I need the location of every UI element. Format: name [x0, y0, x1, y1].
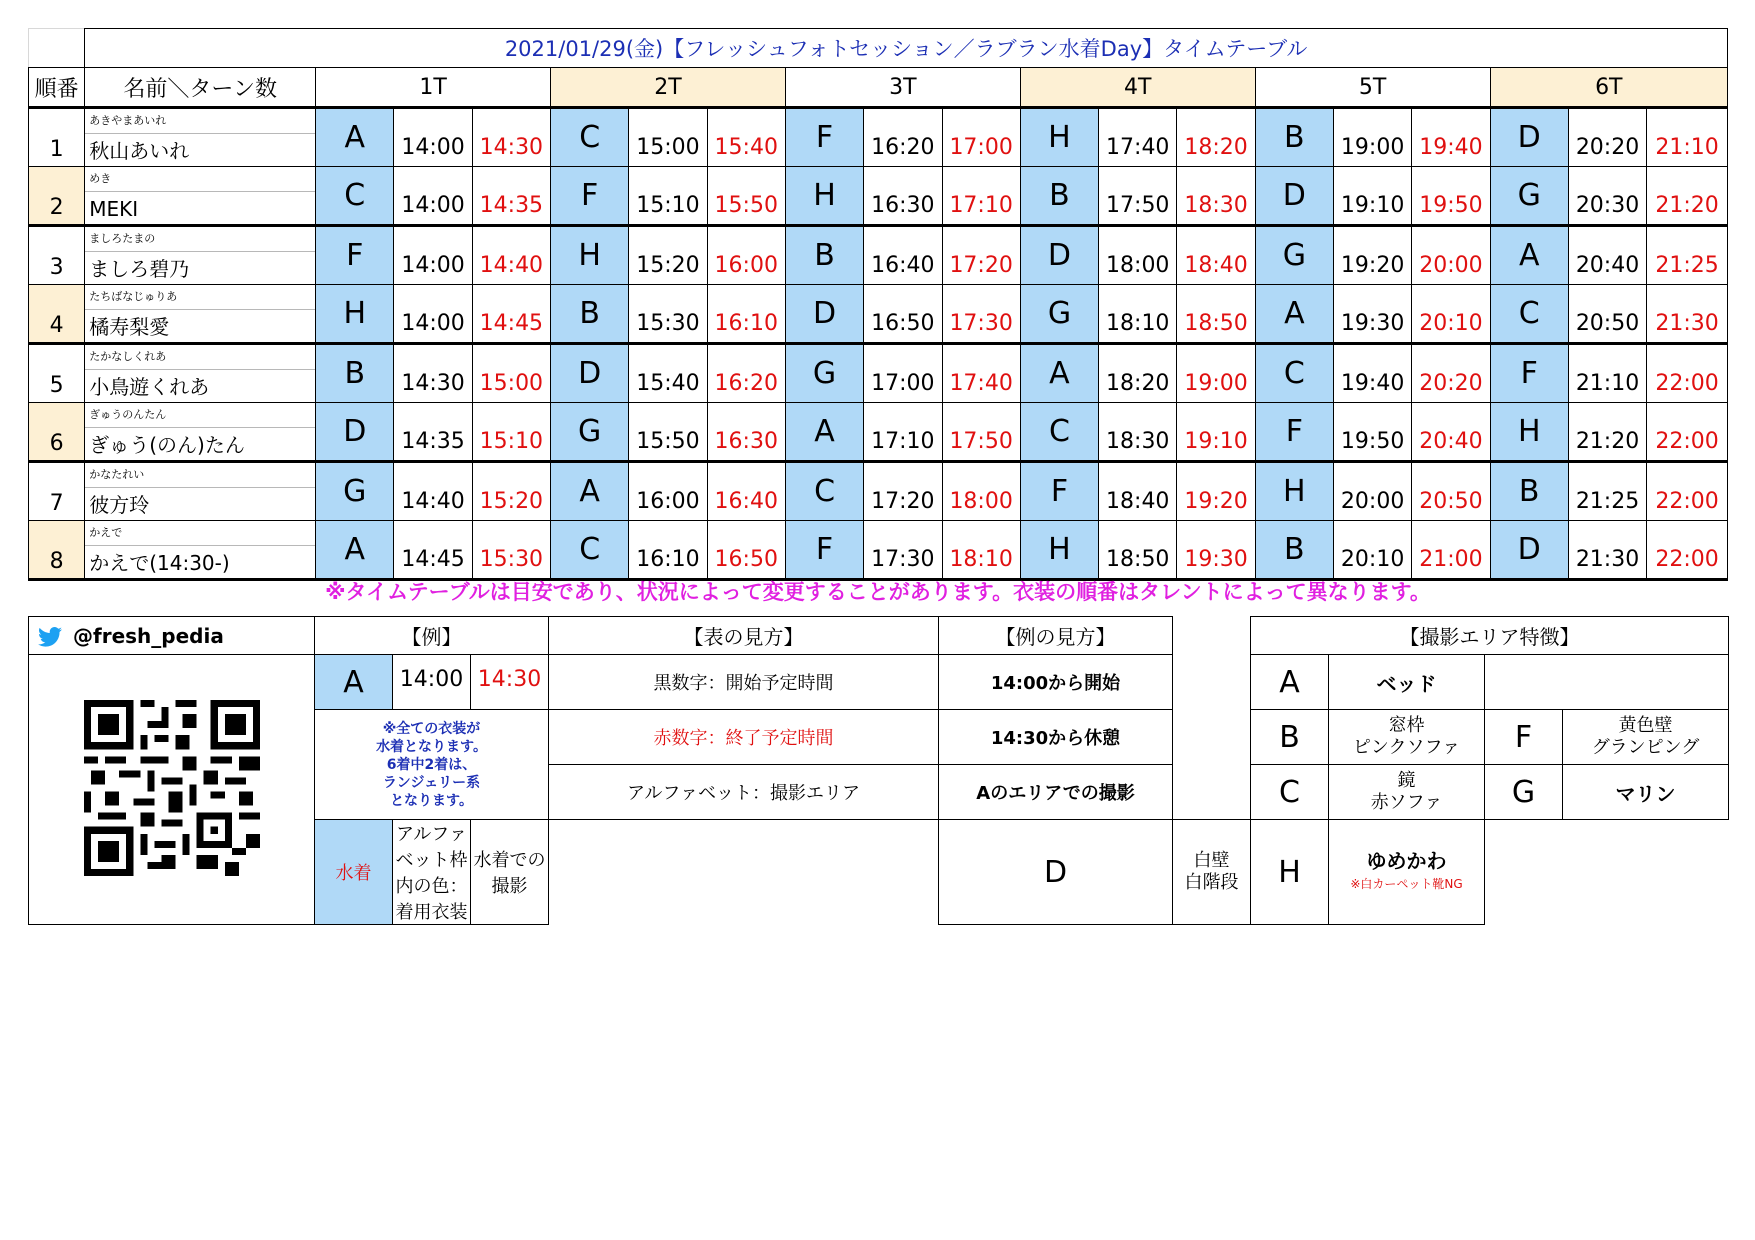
notice-text: ※タイムテーブルは目安であり、状況によって変更することがあります。衣装の順番はタレントによって異なります。: [325, 580, 1431, 604]
start-time: 19:00: [1333, 108, 1411, 167]
end-time: 17:50: [942, 403, 1020, 462]
area-desc-a: ベッド: [1329, 655, 1485, 710]
end-time: 18:30: [1177, 167, 1255, 226]
turn-header-3: 3T: [785, 68, 1020, 108]
area-letter: D: [1490, 108, 1568, 167]
area-letter: D: [316, 403, 394, 462]
start-time: 15:30: [629, 285, 707, 344]
example-read-start: 14:00から開始: [939, 655, 1173, 710]
start-time: 15:50: [629, 403, 707, 462]
row-number: 4: [29, 285, 85, 344]
area-letter: H: [551, 226, 629, 285]
start-time: 18:00: [1099, 226, 1177, 285]
end-time: 21:00: [1412, 521, 1490, 580]
start-time: 19:30: [1333, 285, 1411, 344]
talent-kana: かなたれい: [85, 463, 315, 488]
twitter-handle-text: @fresh_pedia: [73, 623, 224, 648]
example-read-end: 14:30から休憩: [939, 710, 1173, 765]
talent-kana: かえで: [85, 521, 315, 546]
start-time: 15:10: [629, 167, 707, 226]
turn-header-6: 6T: [1490, 68, 1727, 108]
area-letter: B: [1490, 462, 1568, 521]
area-letter: H: [1255, 462, 1333, 521]
qr-code-cell: [29, 655, 315, 925]
talent-kana: ましろたまの: [85, 227, 315, 252]
example-end-time: 14:30: [471, 655, 549, 710]
area-letter: C: [551, 108, 629, 167]
talent-kana: ぎゅうのんたん: [85, 403, 315, 428]
end-time: 18:00: [942, 462, 1020, 521]
turn-header-4: 4T: [1020, 68, 1255, 108]
area-letter: G: [1020, 285, 1098, 344]
area-letter: G: [551, 403, 629, 462]
row-number: 5: [29, 344, 85, 403]
end-time: 17:40: [942, 344, 1020, 403]
end-time: 21:10: [1647, 108, 1728, 167]
start-time: 20:10: [1333, 521, 1411, 580]
area-letter: C: [316, 167, 394, 226]
end-time: 21:20: [1647, 167, 1728, 226]
end-time: 18:50: [1177, 285, 1255, 344]
end-time: 17:30: [942, 285, 1020, 344]
start-time: 16:50: [864, 285, 942, 344]
area-letter: G: [1255, 226, 1333, 285]
start-time: 16:00: [629, 462, 707, 521]
start-time: 15:00: [629, 108, 707, 167]
end-time: 16:40: [707, 462, 785, 521]
area-desc-b: 窓枠 ピンクソファ: [1329, 710, 1485, 765]
end-time: 20:50: [1412, 462, 1490, 521]
start-time: 19:10: [1333, 167, 1411, 226]
swimsuit-label: 水着: [315, 820, 393, 925]
area-letter: B: [1255, 108, 1333, 167]
start-time: 17:40: [1099, 108, 1177, 167]
legend: [28, 616, 1729, 925]
turn-header-5: 5T: [1255, 68, 1490, 108]
area-letter: F: [785, 108, 863, 167]
area-letter: C: [1490, 285, 1568, 344]
talent-kana: たかなしくれあ: [85, 345, 315, 370]
talent-name-cell: [85, 285, 316, 344]
legend-gap: [1173, 617, 1251, 655]
example-read-color: 水着での撮影: [471, 820, 549, 925]
start-time: 20:40: [1568, 226, 1646, 285]
start-time: 17:30: [864, 521, 942, 580]
start-time: 14:40: [394, 462, 472, 521]
area-letter: A: [1020, 344, 1098, 403]
end-time: 19:40: [1412, 108, 1490, 167]
start-time: 18:10: [1099, 285, 1177, 344]
how-to-read-area: アルファベット：撮影エリア: [549, 765, 939, 820]
start-time: 21:20: [1568, 403, 1646, 462]
start-time: 21:10: [1568, 344, 1646, 403]
areas-header: 【撮影エリア特徴】: [1251, 617, 1729, 655]
talent-name: 秋山あいれ: [89, 139, 190, 163]
end-time: 19:00: [1177, 344, 1255, 403]
start-time: 15:40: [629, 344, 707, 403]
area-letter: B: [785, 226, 863, 285]
area-letter: C: [785, 462, 863, 521]
end-time: 16:00: [707, 226, 785, 285]
page-title: 2021/01/29(金)【フレッシュフォトセッション／ラブラン水着Day】タイムテーブル: [85, 29, 1728, 68]
swimsuit-note: ※全ての衣装が 水着となります。 6着中2着は、 ランジェリー系 となります。: [315, 710, 549, 820]
area-letter: F: [551, 167, 629, 226]
order-header: 順番: [29, 68, 85, 108]
end-time: 20:20: [1412, 344, 1490, 403]
area-letter: D: [1020, 226, 1098, 285]
area-desc-h: ゆめかわ ※白カーペット靴NG: [1329, 820, 1485, 925]
talent-name-cell: [85, 108, 316, 167]
end-time: 16:10: [707, 285, 785, 344]
example-start-time: 14:00: [393, 655, 471, 710]
area-letter: A: [785, 403, 863, 462]
start-time: 14:00: [394, 108, 472, 167]
area-letter-b: B: [1251, 710, 1329, 765]
end-time: 20:40: [1412, 403, 1490, 462]
start-time: 18:40: [1099, 462, 1177, 521]
start-time: 18:50: [1099, 521, 1177, 580]
area-letter: F: [1255, 403, 1333, 462]
how-to-read-start: 黒数字：開始予定時間: [549, 655, 939, 710]
area-letter: H: [785, 167, 863, 226]
area-letter: F: [1490, 344, 1568, 403]
start-time: 17:10: [864, 403, 942, 462]
row-number: 3: [29, 226, 85, 285]
end-time: 17:20: [942, 226, 1020, 285]
talent-name: かえで(14:30-): [89, 551, 230, 575]
end-time: 14:30: [472, 108, 550, 167]
area-letter-f: F: [1485, 710, 1563, 765]
start-time: 16:20: [864, 108, 942, 167]
start-time: 18:30: [1099, 403, 1177, 462]
area-letter-d: D: [939, 820, 1173, 925]
end-time: 22:00: [1647, 403, 1728, 462]
how-to-read-color: アルファベット枠内の色：着用衣装: [393, 820, 471, 925]
start-time: 21:30: [1568, 521, 1646, 580]
end-time: 16:30: [707, 403, 785, 462]
start-time: 19:50: [1333, 403, 1411, 462]
start-time: 20:50: [1568, 285, 1646, 344]
end-time: 15:30: [472, 521, 550, 580]
corner-cell: [29, 29, 85, 68]
area-letter: G: [785, 344, 863, 403]
area-letter-g: G: [1485, 765, 1563, 820]
row-number: 7: [29, 462, 85, 521]
twitter-icon: [37, 627, 63, 647]
turn-header-2: 2T: [551, 68, 786, 108]
area-letter: F: [785, 521, 863, 580]
end-time: 16:50: [707, 521, 785, 580]
end-time: 14:35: [472, 167, 550, 226]
area-letter-a: A: [1251, 655, 1329, 710]
end-time: 16:20: [707, 344, 785, 403]
start-time: 16:10: [629, 521, 707, 580]
end-time: 15:50: [707, 167, 785, 226]
row-number: 6: [29, 403, 85, 462]
start-time: 16:40: [864, 226, 942, 285]
area-letter: B: [316, 344, 394, 403]
talent-name: 小鳥遊くれあ: [89, 375, 210, 399]
row-number: 8: [29, 521, 85, 580]
start-time: 17:50: [1099, 167, 1177, 226]
table-row: [29, 226, 1728, 285]
area-empty-cell: [1485, 655, 1729, 710]
row-number: 2: [29, 167, 85, 226]
talent-name: 彼方玲: [89, 493, 150, 517]
start-time: 14:00: [394, 167, 472, 226]
talent-kana: めき: [85, 167, 315, 192]
area-letter: C: [551, 521, 629, 580]
end-time: 22:00: [1647, 344, 1728, 403]
area-letter: H: [1490, 403, 1568, 462]
area-letter: D: [551, 344, 629, 403]
area-letter: A: [551, 462, 629, 521]
end-time: 19:20: [1177, 462, 1255, 521]
end-time: 15:20: [472, 462, 550, 521]
how-to-read-header: 【表の見方】: [549, 617, 939, 655]
area-letter: A: [316, 108, 394, 167]
start-time: 14:30: [394, 344, 472, 403]
start-time: 16:30: [864, 167, 942, 226]
area-letter-c: C: [1251, 765, 1329, 820]
talent-name: ましろ碧乃: [89, 257, 190, 281]
table-row: [29, 462, 1728, 521]
row-number: 1: [29, 108, 85, 167]
end-time: 22:00: [1647, 462, 1728, 521]
area-desc-c: 鏡 赤ソファ: [1329, 765, 1485, 820]
talent-name: ぎゅう(のん)たん: [89, 433, 245, 457]
start-time: 19:20: [1333, 226, 1411, 285]
end-time: 19:30: [1177, 521, 1255, 580]
turn-header-1: 1T: [316, 68, 551, 108]
end-time: 18:10: [942, 521, 1020, 580]
area-letter-h: H: [1251, 820, 1329, 925]
end-time: 20:00: [1412, 226, 1490, 285]
area-letter: G: [1490, 167, 1568, 226]
end-time: 15:10: [472, 403, 550, 462]
end-time: 15:00: [472, 344, 550, 403]
table-row: [29, 344, 1728, 403]
start-time: 20:00: [1333, 462, 1411, 521]
talent-name: 橘寿梨愛: [89, 315, 170, 339]
area-desc-f: 黄色壁 グランピング: [1563, 710, 1729, 765]
area-letter: A: [1255, 285, 1333, 344]
area-letter: H: [1020, 108, 1098, 167]
table-row: [29, 167, 1728, 226]
end-time: 17:00: [942, 108, 1020, 167]
start-time: 20:30: [1568, 167, 1646, 226]
end-time: 18:40: [1177, 226, 1255, 285]
end-time: 14:40: [472, 226, 550, 285]
talent-name-cell: [85, 403, 316, 462]
talent-name-cell: [85, 462, 316, 521]
start-time: 19:40: [1333, 344, 1411, 403]
end-time: 19:50: [1412, 167, 1490, 226]
start-time: 14:00: [394, 285, 472, 344]
end-time: 20:10: [1412, 285, 1490, 344]
twitter-handle[interactable]: [29, 617, 315, 655]
talent-name-cell: [85, 226, 316, 285]
talent-name-cell: [85, 344, 316, 403]
end-time: 21:30: [1647, 285, 1728, 344]
area-desc-d: 白壁 白階段: [1173, 820, 1251, 925]
end-time: 15:40: [707, 108, 785, 167]
example-read-area: Aのエリアでの撮影: [939, 765, 1173, 820]
talent-name: MEKI: [89, 197, 139, 221]
end-time: 22:00: [1647, 521, 1728, 580]
area-letter: D: [1255, 167, 1333, 226]
start-time: 18:20: [1099, 344, 1177, 403]
qr-code-icon[interactable]: [84, 700, 260, 876]
area-letter: C: [1255, 344, 1333, 403]
area-desc-g: マリン: [1563, 765, 1729, 820]
end-time: 19:10: [1177, 403, 1255, 462]
start-time: 15:20: [629, 226, 707, 285]
example-area-letter: A: [315, 655, 393, 710]
end-time: 17:10: [942, 167, 1020, 226]
area-letter: C: [1020, 403, 1098, 462]
end-time: 14:45: [472, 285, 550, 344]
start-time: 17:00: [864, 344, 942, 403]
area-letter: F: [1020, 462, 1098, 521]
talent-kana: あきやまあいれ: [85, 109, 315, 134]
table-row: [29, 403, 1728, 462]
end-time: 18:20: [1177, 108, 1255, 167]
area-letter: B: [1255, 521, 1333, 580]
start-time: 14:00: [394, 226, 472, 285]
area-letter: A: [316, 521, 394, 580]
area-letter: B: [1020, 167, 1098, 226]
area-letter: G: [316, 462, 394, 521]
timetable: [28, 28, 1728, 581]
example-header: 【例】: [315, 617, 549, 655]
area-letter: A: [1490, 226, 1568, 285]
area-letter: D: [1490, 521, 1568, 580]
start-time: 17:20: [864, 462, 942, 521]
start-time: 14:45: [394, 521, 472, 580]
example-read-header: 【例の見方】: [939, 617, 1173, 655]
area-letter: B: [551, 285, 629, 344]
name-header: 名前＼ターン数: [85, 68, 316, 108]
talent-kana: たちばなじゅりあ: [85, 285, 315, 310]
talent-name-cell: [85, 167, 316, 226]
start-time: 14:35: [394, 403, 472, 462]
table-row: [29, 108, 1728, 167]
area-letter: H: [316, 285, 394, 344]
talent-name-cell: [85, 521, 316, 580]
end-time: 21:25: [1647, 226, 1728, 285]
how-to-read-end: 赤数字：終了予定時間: [549, 710, 939, 765]
start-time: 20:20: [1568, 108, 1646, 167]
table-row: [29, 521, 1728, 580]
area-letter: H: [1020, 521, 1098, 580]
area-letter: F: [316, 226, 394, 285]
start-time: 21:25: [1568, 462, 1646, 521]
area-letter: D: [785, 285, 863, 344]
table-row: [29, 285, 1728, 344]
